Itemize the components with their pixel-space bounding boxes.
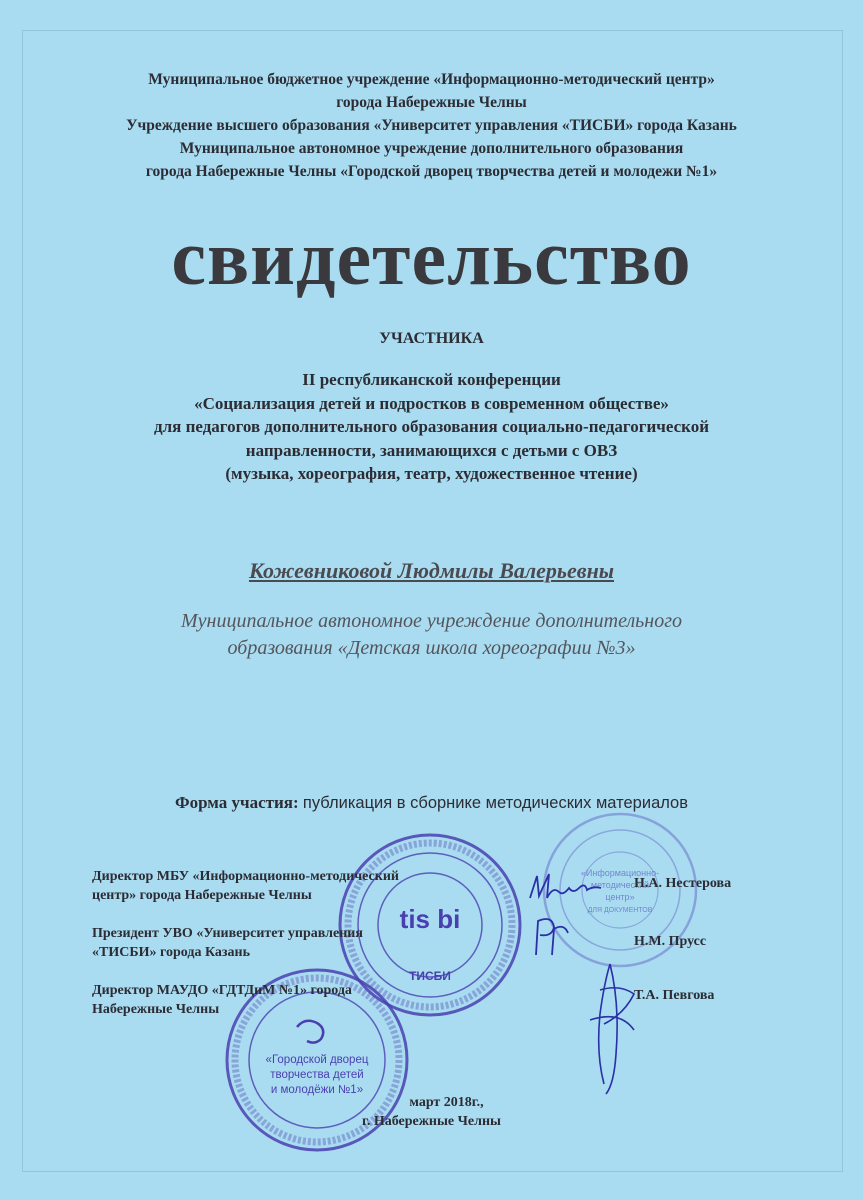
dancer-icon [297,1021,323,1043]
signatory-title-line: Президент УВО «Университет управления [92,926,363,941]
signatory-1-name: Н.А. Нестерова [634,876,732,891]
conference-line: II республиканской конференции [302,370,561,389]
header-line: города Набережные Челны «Городской дворец творчества детей и молодежи №1» [145,163,718,180]
signatory-2-title [92,924,452,962]
conference-line: (музыка, хореография, театр, художественное чтение) [225,464,638,483]
recipient-organization [0,608,863,662]
issue-city: г. Набережные Челны [362,1114,501,1129]
footer [0,1093,863,1131]
issue-date: март 2018г., [409,1095,484,1110]
gdtdim-stamp-line: творчества детей [270,1069,364,1081]
signatory-title-line: Директор МБУ «Информационно-методический [92,869,399,884]
header-line: города Набережные Челны [336,94,527,111]
organization-line: образования «Детская школа хореографии №3» [227,637,636,659]
conference-line: для педагогов дополнительного образования социально-педагогической [154,417,709,436]
header-line: Учреждение высшего образования «Университет управления «ТИСБИ» города Казань [126,117,737,134]
conference-description [0,368,863,486]
participation-form [0,793,863,813]
recipient-name: Кожевниковой Людмилы Валерьевны [248,558,615,583]
issuing-organizations [0,68,863,183]
gdtdim-stamp-line: «Городской дворец [265,1054,369,1066]
signatory-title-line: «ТИСБИ» города Казань [92,945,251,960]
signatory-title-line: центр» города Набережные Челны [92,888,312,903]
signatory-title-line: Набережные Челны [92,1002,220,1017]
gdtdim-stamp-line: и молодёжи №1» [270,1084,364,1096]
imc-stamp-line: «Информационно- [580,868,660,878]
tisbi-logo-text: tis bi [399,904,461,934]
imc-stamp-line: методический [590,880,650,890]
signatory-3-title [92,981,452,1019]
header-line: Муниципальное автономное учреждение дополнительного образования [179,140,684,157]
signatory-title-line: Директор МАУДО «ГДТДиМ №1» города [92,983,352,998]
participation-label: Форма участия: [175,793,299,812]
signature-pevgova [570,960,650,1100]
signature-pruss [528,915,588,960]
imc-stamp-line: ДЛЯ ДОКУМЕНТОВ [587,907,653,914]
conference-line: «Социализация детей и подростков в современном обществе» [194,393,669,413]
conference-line: направленности, занимающихся с детьми с ОВЗ [245,440,618,460]
signatory-2-name: Н.М. Прусс [634,934,707,949]
certificate-title: свидетельство [171,214,692,301]
tisbi-stamp-text: ТИСБИ [409,969,451,983]
organization-line: Муниципальное автономное учреждение дополнительного [181,610,682,632]
signature-nesterova [525,868,635,908]
participation-value: публикация в сборнике методических материалов [302,794,688,812]
signatory-3-name: Т.А. Певгова [634,988,715,1003]
header-line: Муниципальное бюджетное учреждение «Информационно-методический центр» [148,71,715,88]
imc-stamp-line: центр» [605,892,635,902]
signatory-1-title [92,867,452,905]
certificate-subtitle: УЧАСТНИКА [379,330,484,347]
